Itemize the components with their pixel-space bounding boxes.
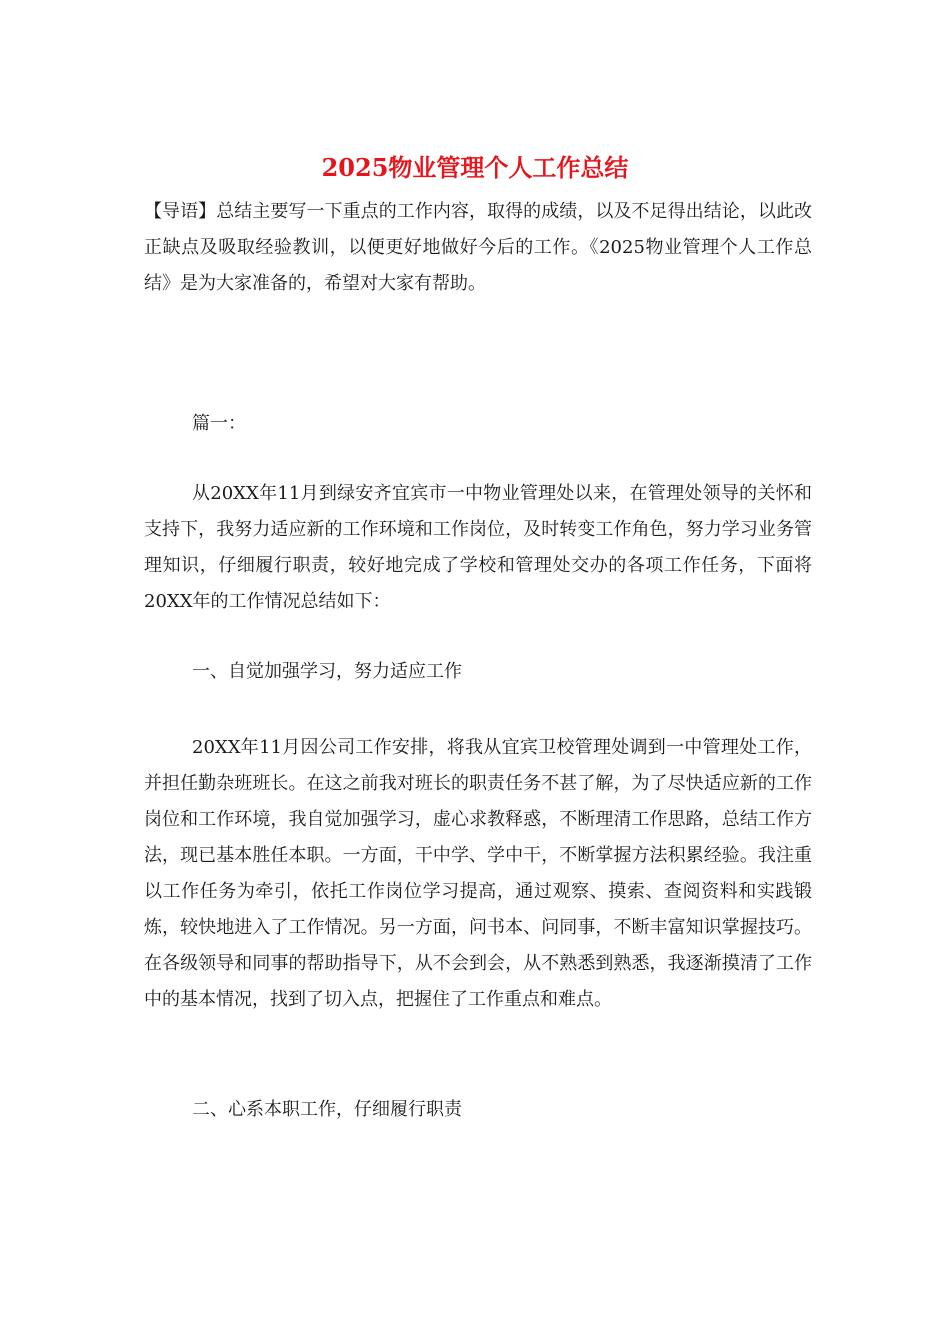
body-paragraph-1: 从20XX年11月到绿安齐宜宾市一中物业管理处以来，在管理处领导的关怀和支持下，我努力适应新的工作环境和工作岗位，及时转变工作角色，努力学习业务管理知识，仔细履行职责，较好地完成了学校和管理处交办的各项工作任务，下面将20XX年的工作情况总结如下： [144,483,812,612]
section-heading-1: 一、自觉加强学习，努力适应工作 [192,661,462,682]
section-heading-2: 二、心系本职工作，仔细履行职责 [192,1099,462,1120]
document-title: 2025物业管理个人工作总结 [321,153,629,182]
intro-paragraph: 【导语】总结主要写一下重点的工作内容，取得的成绩，以及不足得出结论，以此改正缺点及吸取经验教训，以便更好地做好今后的工作。《2025物业管理个人工作总结》是为大家准备的，希望对大家有帮助。 [144,201,812,294]
section-label: 篇一： [192,413,246,434]
body-paragraph-2: 20XX年11月因公司工作安排，将我从宜宾卫校管理处调到一中管理处工作，并担任勤杂班班长。在这之前我对班长的职责任务不甚了解，为了尽快适应新的工作岗位和工作环境，我自觉加强学习，虚心求教释惑，不断理清工作思路，总结工作方法，现已基本胜任本职。一方面，干中学、学中干，不断掌握方法积累经验。我注重以工作任务为牵引，依托工作岗位学习提高，通过观察、摸索、查阅资料和实践锻炼，较快地进入了工作情况。另一方面，问书本、问同事，不断丰富知识掌握技巧。在各级领导和同事的帮助指导下，从不会到会，从不熟悉到熟悉，我逐渐摸清了工作中的基本情况，找到了切入点，把握住了工作重点和难点。 [144,737,812,1010]
